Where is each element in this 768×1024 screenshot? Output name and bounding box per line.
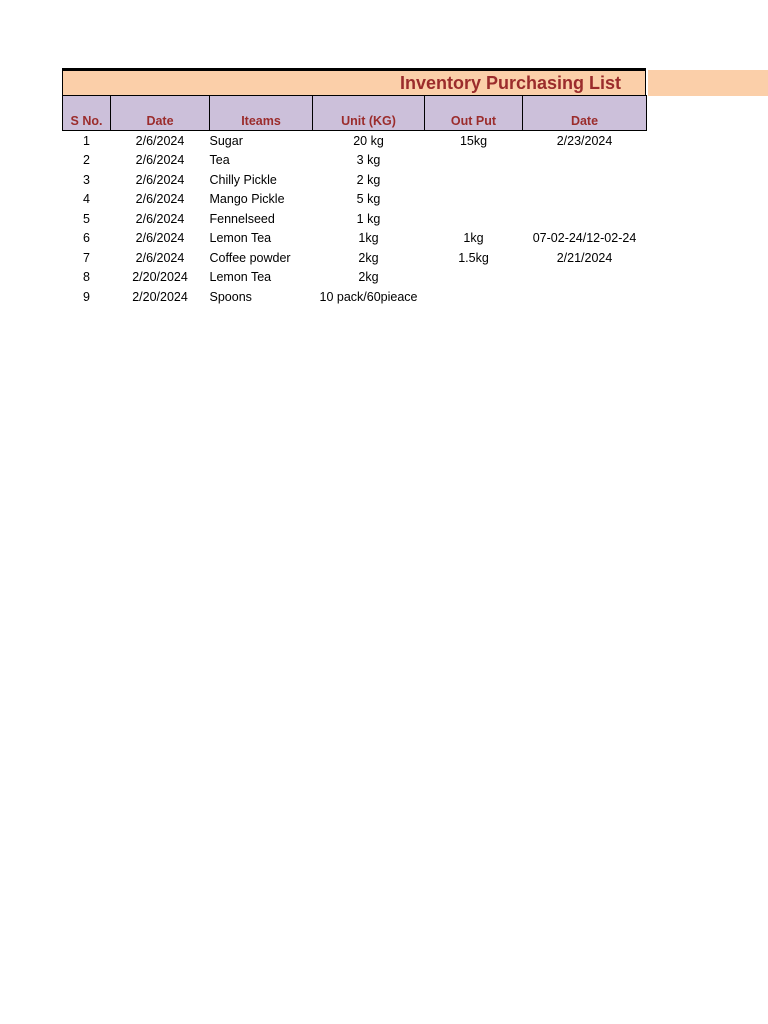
- cell-unit[interactable]: 5 kg: [356, 192, 381, 207]
- inventory-table: [62, 95, 647, 307]
- table-row: [63, 268, 647, 288]
- header-items[interactable]: Iteams: [210, 96, 313, 131]
- cell-out-date[interactable]: [523, 287, 647, 307]
- table-row: [63, 131, 647, 151]
- header-output[interactable]: Out Put: [425, 96, 523, 131]
- cell-item[interactable]: Mango Pickle: [209, 192, 285, 207]
- cell-out-date[interactable]: [523, 170, 647, 190]
- cell-date[interactable]: 2/6/2024: [135, 250, 185, 265]
- cell-item[interactable]: Spoons: [209, 289, 252, 304]
- cell-unit[interactable]: 1kg: [358, 231, 379, 246]
- table-row: [63, 151, 647, 171]
- cell-output[interactable]: [425, 287, 523, 307]
- cell-out-date[interactable]: 07-02-24/12-02-24: [532, 231, 637, 246]
- table-row: [63, 170, 647, 190]
- header-unit[interactable]: Unit (KG): [313, 96, 425, 131]
- table-row: [63, 229, 647, 249]
- cell-out-date[interactable]: [523, 209, 647, 229]
- cell-date[interactable]: 2/20/2024: [132, 270, 188, 285]
- cell-item[interactable]: Fennelseed: [209, 211, 275, 226]
- cell-date[interactable]: 2/20/2024: [132, 289, 188, 304]
- cell-date[interactable]: 2/6/2024: [135, 172, 185, 187]
- cell-out-date[interactable]: [523, 151, 647, 171]
- cell-out-date[interactable]: 2/21/2024: [556, 250, 613, 265]
- cell-sno[interactable]: 2: [83, 153, 90, 168]
- cell-date[interactable]: 2/6/2024: [135, 153, 185, 168]
- cell-date[interactable]: 2/6/2024: [135, 231, 185, 246]
- cell-item[interactable]: Coffee powder: [209, 250, 291, 265]
- cell-unit[interactable]: 10 pack/60pieace: [319, 289, 418, 304]
- cell-item[interactable]: Sugar: [209, 133, 243, 148]
- cell-item[interactable]: Chilly Pickle: [209, 172, 277, 187]
- cell-output[interactable]: 15kg: [459, 133, 488, 148]
- cell-item[interactable]: Lemon Tea: [209, 231, 272, 246]
- cell-output[interactable]: 1kg: [463, 231, 484, 246]
- cell-sno[interactable]: 5: [83, 211, 90, 226]
- cell-unit[interactable]: 1 kg: [356, 211, 381, 226]
- cell-unit[interactable]: 3 kg: [356, 153, 381, 168]
- cell-unit[interactable]: 2 kg: [356, 172, 381, 187]
- cell-item[interactable]: Lemon Tea: [209, 270, 272, 285]
- header-row: [63, 96, 647, 131]
- cell-out-date[interactable]: 2/23/2024: [556, 133, 613, 148]
- cell-sno[interactable]: 6: [83, 231, 90, 246]
- cell-sno[interactable]: 4: [83, 192, 90, 207]
- header-sno[interactable]: S No.: [63, 96, 111, 131]
- cell-sno[interactable]: 1: [83, 133, 90, 148]
- cell-sno[interactable]: 9: [83, 289, 90, 304]
- title-band-extension: [648, 70, 768, 96]
- cell-output[interactable]: [425, 151, 523, 171]
- sheet-title: Inventory Purchasing List: [399, 73, 621, 93]
- cell-output[interactable]: [425, 170, 523, 190]
- cell-output[interactable]: [425, 209, 523, 229]
- cell-date[interactable]: 2/6/2024: [135, 192, 185, 207]
- cell-out-date[interactable]: [523, 190, 647, 210]
- cell-output[interactable]: [425, 190, 523, 210]
- header-date[interactable]: Date: [111, 96, 210, 131]
- cell-output[interactable]: 1.5kg: [458, 250, 489, 265]
- cell-out-date[interactable]: [523, 268, 647, 288]
- cell-item[interactable]: Tea: [209, 153, 230, 168]
- header-out-date[interactable]: Date: [523, 96, 647, 131]
- table-row: [63, 287, 647, 307]
- cell-sno[interactable]: 8: [83, 270, 90, 285]
- cell-sno[interactable]: 3: [83, 172, 90, 187]
- table-row: [63, 209, 647, 229]
- table-row: [63, 248, 647, 268]
- cell-output[interactable]: [425, 268, 523, 288]
- cell-date[interactable]: 2/6/2024: [135, 211, 185, 226]
- table-row: [63, 190, 647, 210]
- title-bar: [62, 68, 646, 95]
- cell-unit[interactable]: 2kg: [358, 250, 379, 265]
- cell-unit[interactable]: 2kg: [358, 270, 379, 285]
- cell-sno[interactable]: 7: [83, 250, 90, 265]
- cell-date[interactable]: 2/6/2024: [135, 133, 185, 148]
- cell-unit[interactable]: 20 kg: [353, 133, 384, 148]
